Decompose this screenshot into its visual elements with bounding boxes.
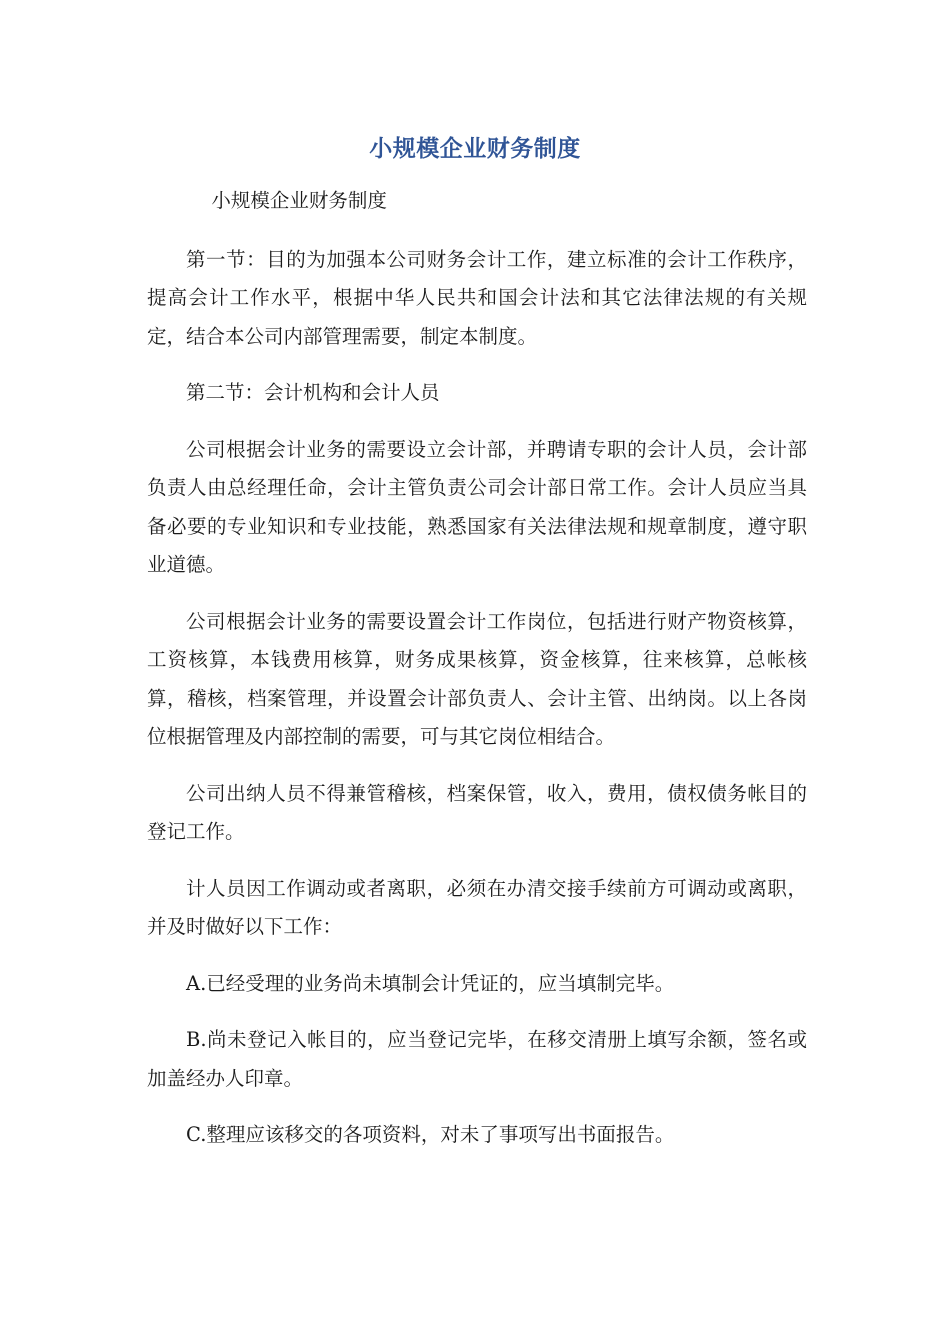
document-title: 小规模企业财务制度 [369, 136, 581, 162]
document-subtitle: 小规模企业财务制度 [211, 189, 387, 212]
paragraph-item-c: C.整理应该移交的各项资料，对未了事项写出书面报告。 [186, 1123, 675, 1146]
paragraph-accounting-department: 公司根据会计业务的需要设立会计部，并聘请专职的会计人员，会计部负责人由总经理任命，会计主管负责公司会计部日常工作。会计人员应当具备必要的专业知识和专业技能，熟悉国家有关法律法规和规章制度，遵守职业道德。 [147, 437, 807, 576]
paragraph-staff-transfer: 计人员因工作调动或者离职，必须在办清交接手续前方可调动或离职，并及时做好以下工作： [147, 876, 807, 938]
paragraph-item-b: B.尚未登记入帐目的，应当登记完毕，在移交清册上填写余额，签名或加盖经办人印章。 [147, 1028, 807, 1090]
paragraph-cashier-restrictions: 公司出纳人员不得兼管稽核，档案保管，收入，费用，债权债务帐目的登记工作。 [147, 781, 807, 843]
paragraph-section-1-purpose: 第一节：目的为加强本公司财务会计工作，建立标准的会计工作秩序，提高会计工作水平，根据中华人民共和国会计法和其它法律法规的有关规定，结合本公司内部管理需要，制定本制度。 [147, 247, 807, 348]
paragraph-section-2-heading: 第二节：会计机构和会计人员 [186, 381, 440, 404]
paragraph-accounting-positions: 公司根据会计业务的需要设置会计工作岗位，包括进行财产物资核算，工资核算，本钱费用核算，财务成果核算，资金核算，往来核算，总帐核算，稽核，档案管理，并设置会计部负责人、会计主管、出纳岗。以上各岗位根据管理及内部控制的需要，可与其它岗位相结合。 [147, 609, 807, 748]
document-body [147, 182, 807, 1173]
paragraph-item-a: A.已经受理的业务尚未填制会计凭证的，应当填制完毕。 [186, 971, 675, 995]
